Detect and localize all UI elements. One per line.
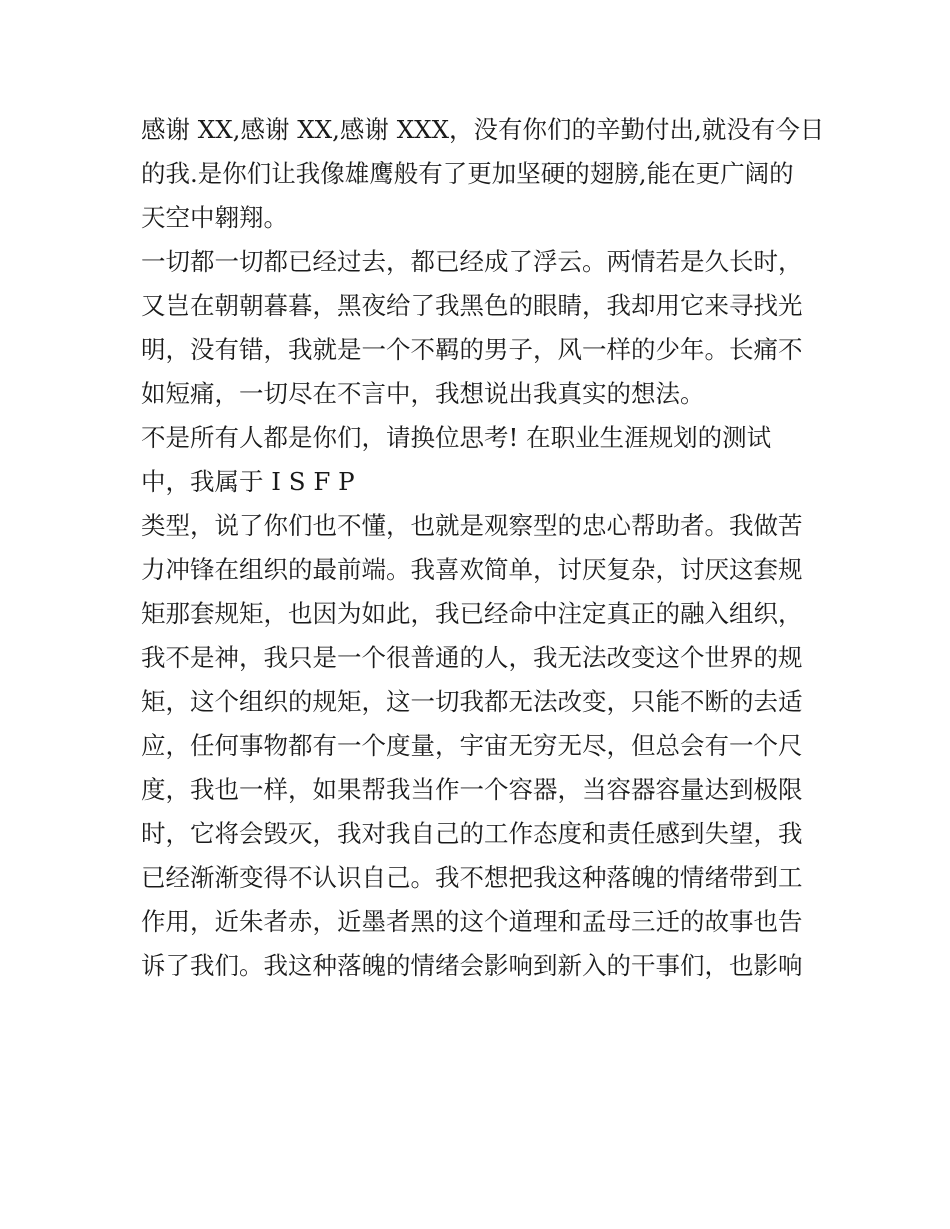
text-line: 中，我属于 I S F P — [141, 467, 355, 496]
text-line: 时，它将会毁灭，我对我自己的工作态度和责任感到失望，我 — [141, 819, 803, 848]
text-line: 一切都一切都已经过去，都已经成了浮云。两情若是久长时， — [141, 247, 803, 276]
text-line: 矩那套规矩，也因为如此，我已经命中注定真正的融入组织， — [141, 599, 803, 628]
text-line: 如短痛，一切尽在不言中，我想说出我真实的想法。 — [141, 379, 705, 408]
text-line: 天空中翱翔。 — [141, 203, 288, 232]
text-line: 已经渐渐变得不认识自己。我不想把我这种落魄的情绪带到工 — [141, 863, 803, 892]
text-line: 应，任何事物都有一个度量，宇宙无穷无尽，但总会有一个尺 — [141, 731, 803, 760]
text-line: 矩，这个组织的规矩，这一切我都无法改变，只能不断的去适 — [141, 687, 803, 716]
text-line: 的我.是你们让我像雄鹰般有了更加坚硬的翅膀,能在更广阔的 — [141, 159, 794, 188]
text-line: 又岂在朝朝暮暮，黑夜给了我黑色的眼睛，我却用它来寻找光 — [141, 291, 803, 320]
text-line: 力冲锋在组织的最前端。我喜欢简单，讨厌复杂，讨厌这套规 — [141, 555, 803, 584]
text-line: 作用，近朱者赤，近墨者黑的这个道理和孟母三迁的故事也告 — [141, 907, 803, 936]
text-line: 诉了我们。我这种落魄的情绪会影响到新入的干事们，也影响 — [141, 951, 803, 980]
text-line: 不是所有人都是你们，请换位思考! 在职业生涯规划的测试 — [141, 423, 772, 452]
text-line: 度，我也一样，如果帮我当作一个容器，当容器容量达到极限 — [141, 775, 803, 804]
document-body — [141, 108, 825, 988]
text-line: 我不是神，我只是一个很普通的人，我无法改变这个世界的规 — [141, 643, 803, 672]
text-line: 明，没有错，我就是一个不羁的男子，风一样的少年。长痛不 — [141, 335, 803, 364]
text-line: 感谢 XX,感谢 XX,感谢 XXX，没有你们的辛勤付出,就没有今日 — [141, 115, 825, 144]
text-line: 类型，说了你们也不懂，也就是观察型的忠心帮助者。我做苦 — [141, 511, 803, 540]
